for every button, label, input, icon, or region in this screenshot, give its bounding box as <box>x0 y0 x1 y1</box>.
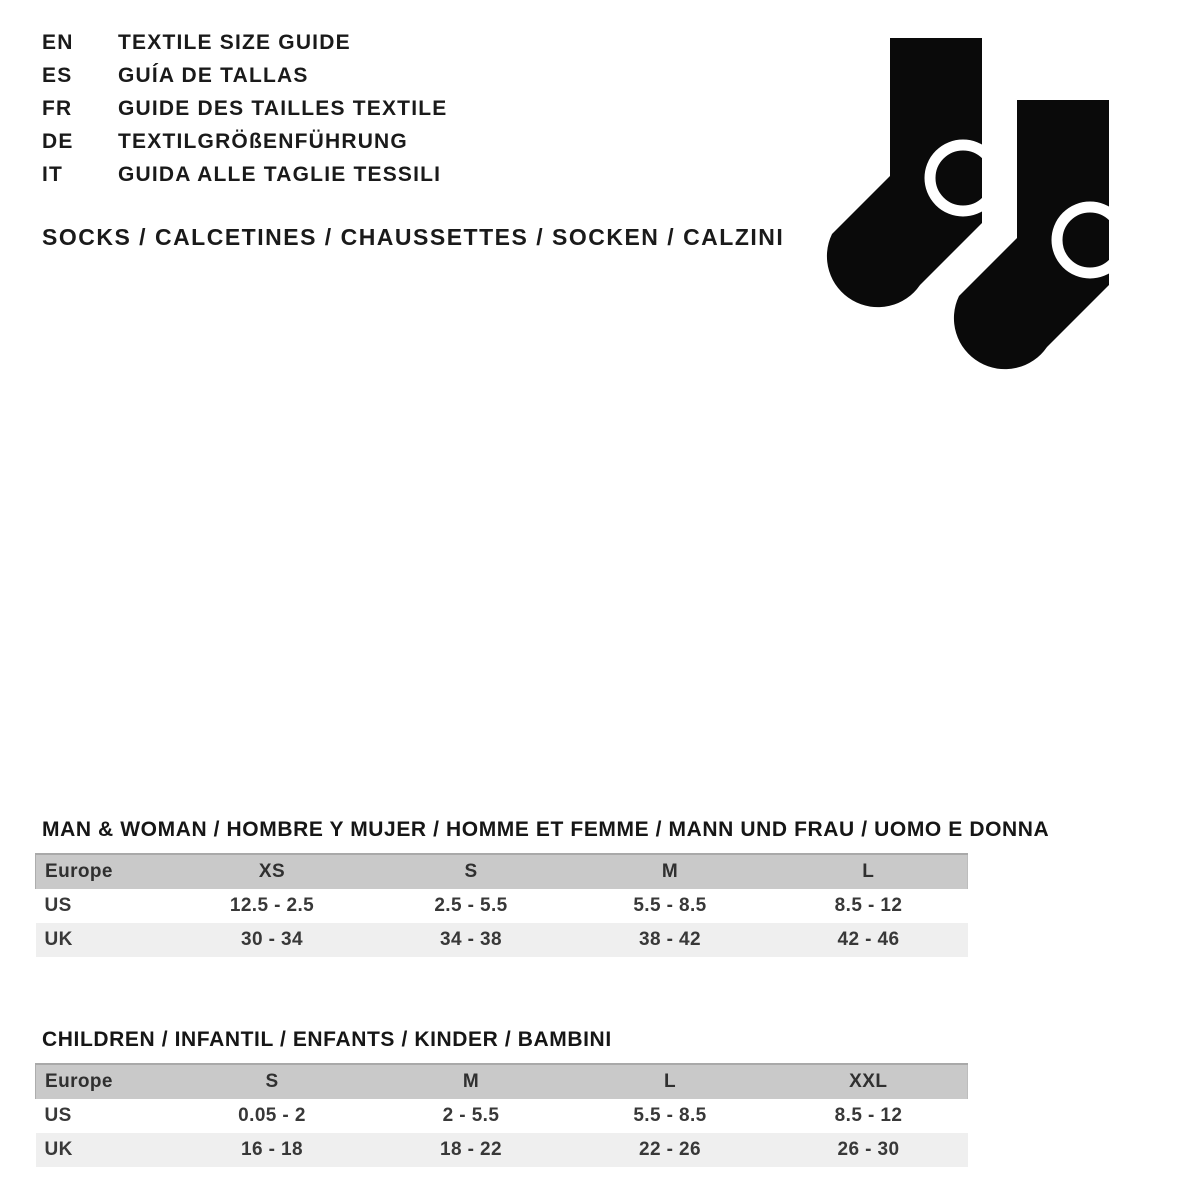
size-table-man-woman <box>35 853 968 957</box>
size-value-cell: 12.5 - 2.5 <box>173 889 372 923</box>
section-title-man-woman: MAN & WOMAN / HOMBRE Y MUJER / HOMME ET FEMME / MANN UND FRAU / UOMO E DONNA <box>42 818 1050 841</box>
table-header-cell: XXL <box>770 1064 968 1099</box>
size-value-cell: 8.5 - 12 <box>770 889 968 923</box>
size-value-cell: 5.5 - 8.5 <box>571 1099 770 1133</box>
size-value-cell: 8.5 - 12 <box>770 1099 968 1133</box>
language-title: GUIDA ALLE TAGLIE TESSILI <box>118 163 442 186</box>
row-label-cell: US <box>36 889 173 923</box>
language-code: ES <box>42 64 73 87</box>
language-title: GUIDE DES TAILLES TEXTILE <box>118 97 448 120</box>
table-header-cell: XS <box>173 854 372 889</box>
size-value-cell: 16 - 18 <box>173 1133 372 1167</box>
size-value-cell: 38 - 42 <box>571 923 770 957</box>
category-title: SOCKS / CALCETINES / CHAUSSETTES / SOCKEN / CALZINI <box>42 224 785 250</box>
size-value-cell: 5.5 - 8.5 <box>571 889 770 923</box>
table-row <box>36 923 968 957</box>
language-title: TEXTILGRÖßENFÜHRUNG <box>118 130 408 153</box>
table-row <box>36 1133 968 1167</box>
table-header-cell: L <box>571 1064 770 1099</box>
language-code: IT <box>42 163 64 186</box>
table-header-cell: M <box>372 1064 571 1099</box>
language-code: FR <box>42 97 73 120</box>
size-value-cell: 2 - 5.5 <box>372 1099 571 1133</box>
size-table-children <box>35 1063 968 1167</box>
table-header-cell: Europe <box>36 854 173 889</box>
size-value-cell: 22 - 26 <box>571 1133 770 1167</box>
table-header-cell: Europe <box>36 1064 173 1099</box>
table-header-cell: S <box>372 854 571 889</box>
language-row <box>42 59 447 92</box>
row-label-cell: UK <box>36 1133 173 1167</box>
size-value-cell: 0.05 - 2 <box>173 1099 372 1133</box>
size-value-cell: 26 - 30 <box>770 1133 968 1167</box>
table-header-row <box>36 1064 968 1099</box>
table-header-row <box>36 854 968 889</box>
language-row <box>42 158 447 191</box>
section-title-children: CHILDREN / INFANTIL / ENFANTS / KINDER / BAMBINI <box>42 1028 612 1051</box>
socks-pair-icon <box>790 25 1135 380</box>
language-code: EN <box>42 31 74 54</box>
language-row <box>42 26 447 59</box>
size-value-cell: 34 - 38 <box>372 923 571 957</box>
row-label-cell: UK <box>36 923 173 957</box>
table-header-cell: L <box>770 854 968 889</box>
language-title: GUÍA DE TALLAS <box>118 64 309 87</box>
language-row <box>42 125 447 158</box>
language-title: TEXTILE SIZE GUIDE <box>118 31 351 54</box>
language-code: DE <box>42 130 74 153</box>
table-row <box>36 889 968 923</box>
language-title-list <box>42 26 447 191</box>
size-value-cell: 18 - 22 <box>372 1133 571 1167</box>
table-header-cell: S <box>173 1064 372 1099</box>
size-value-cell: 2.5 - 5.5 <box>372 889 571 923</box>
size-value-cell: 30 - 34 <box>173 923 372 957</box>
table-row <box>36 1099 968 1133</box>
language-row <box>42 92 447 125</box>
size-value-cell: 42 - 46 <box>770 923 968 957</box>
table-header-cell: M <box>571 854 770 889</box>
row-label-cell: US <box>36 1099 173 1133</box>
